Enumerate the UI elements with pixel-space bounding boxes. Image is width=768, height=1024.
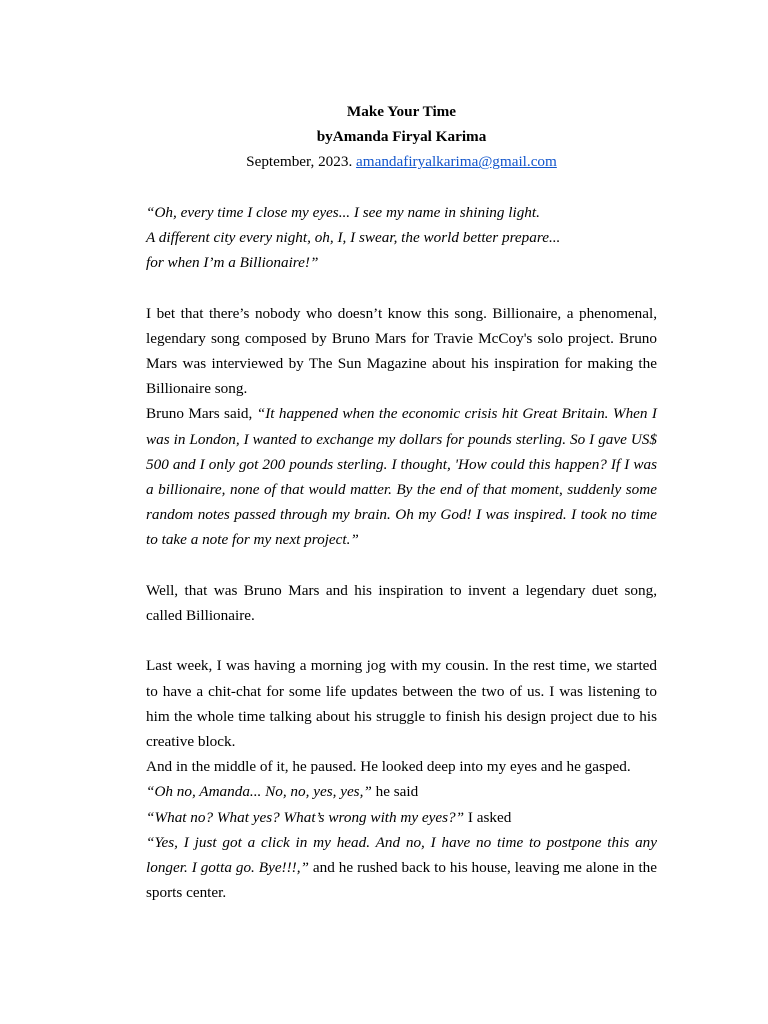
- date-text: September, 2023.: [246, 153, 357, 171]
- bruno-quote: “It happened when the economic crisis hit Great Britain. When I was in London, I wanted to exchange my dollars for pounds sterling. So I gave US$ 500 and I only got 200 pounds sterling. I thought, 'How could this happen? If I was a billionaire, none of that would matter. By the end of that moment, suddenly some random notes passed through my brain. Oh my God! I was inspired. I took no time to take a note for my next project.”: [146, 405, 657, 549]
- document-title: Make Your Time: [346, 103, 457, 120]
- dialogue-quote: “Oh no, Amanda... No, no, yes, yes,”: [146, 783, 372, 801]
- lyric-line: for when I’m a Billionaire!”: [146, 254, 319, 272]
- lyric-line: A different city every night, oh, I, I swear, the world better prepare...: [146, 229, 561, 246]
- paragraph-paused: And in the middle of it, he paused. He looked deep into my eyes and he gasped.: [146, 758, 631, 776]
- dialogue-tag: he said: [371, 783, 419, 801]
- dialogue-line-1: [146, 779, 657, 804]
- email-link[interactable]: amandafiryalkarima@gmail.com: [356, 153, 557, 171]
- dialogue-line-2: [146, 805, 657, 830]
- quote-prefix: Bruno Mars said,: [146, 405, 257, 423]
- paragraph-bruno-quote: [146, 401, 657, 552]
- paragraph-conclusion: Well, that was Bruno Mars and his inspiration to invent a legendary duet song, called Billionaire.: [146, 581, 657, 625]
- paragraph-jog: Last week, I was having a morning jog with my cousin. In the rest time, we started to have a chit-chat for some life updates between the two of us. I was listening to him the whole time talking about his struggle to finish his design project due to his creative block.: [146, 657, 657, 751]
- document-dateline: [146, 149, 657, 174]
- dialogue-tag: and he rushed back to his house, leaving me alone in the sports center.: [146, 859, 658, 902]
- spacer: [146, 275, 657, 300]
- document-page: [146, 99, 657, 905]
- lyric-line: “Oh, every time I close my eyes... I see my name in shining light.: [146, 203, 540, 221]
- lyrics-block: [146, 200, 657, 276]
- dialogue-quote: “What no? What yes? What’s wrong with my eyes?”: [146, 808, 465, 826]
- spacer: [146, 553, 657, 578]
- dialogue-line-3: [146, 830, 657, 906]
- spacer: [146, 175, 657, 200]
- dialogue-quote: “Yes, I just got a click in my head. And no, I have no time to postpone this any longer. I gotta go. Bye!!!,”: [146, 833, 657, 877]
- dialogue-tag: I asked: [464, 808, 512, 826]
- document-byline: byAmanda Firyal Karima: [316, 128, 487, 146]
- paragraph-intro: I bet that there’s nobody who doesn’t know this song. Billionaire, a phenomenal, legendary song composed by Bruno Mars for Travie McCoy's solo project. Bruno Mars was interviewed by The Sun Magazine about his inspiration for making the Billionaire song.: [146, 304, 657, 398]
- spacer: [146, 628, 657, 653]
